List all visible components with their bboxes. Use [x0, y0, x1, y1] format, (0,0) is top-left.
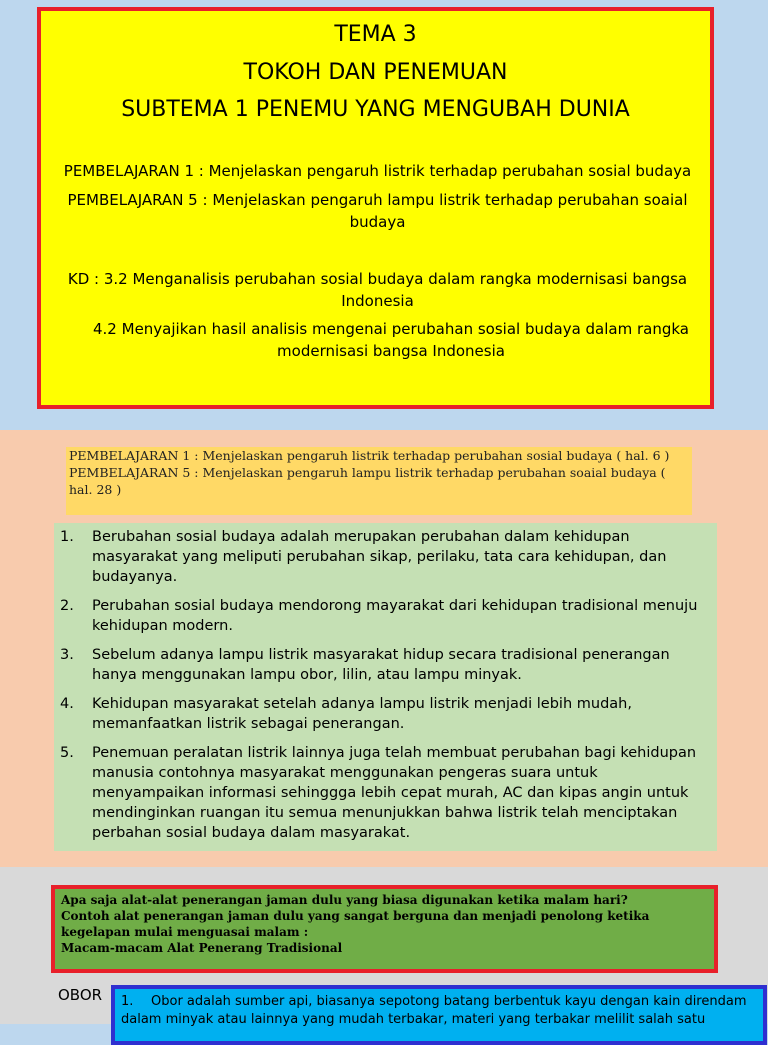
list-item	[60, 645, 709, 685]
list-number: 5.	[60, 745, 74, 761]
points-box	[54, 523, 717, 851]
list-text: Perubahan sosial budaya mendorong mayarakat dari kehidupan tradisional menuju kehidupan modern.	[92, 598, 698, 634]
list-number: 2.	[60, 598, 74, 614]
list-number: 1.	[60, 529, 74, 545]
pembelajaran-1-text: PEMBELAJARAN 1 : Menjelaskan pengaruh listrik terhadap perubahan sosial budaya	[63, 162, 692, 180]
pembelajaran-box	[66, 447, 692, 515]
tema-heading: TEMA 3	[334, 22, 417, 47]
title-box	[37, 7, 714, 409]
obor-box	[111, 985, 767, 1045]
subtema-heading: SUBTEMA 1 PENEMU YANG MENGUBAH DUNIA	[121, 97, 630, 122]
obor-text: Obor adalah sumber api, biasanya sepotong batang berbentuk kayu dengan kain direndam dalam minyak atau lainnya yang mudah terbakar, materi yang terbakar melilit salah satu	[121, 994, 747, 1027]
list-item	[60, 743, 709, 843]
pembelajaran-line-1: PEMBELAJARAN 1 : Menjelaskan pengaruh listrik terhadap perubahan sosial budaya ( hal. 6 )	[69, 448, 670, 463]
list-number: 3.	[60, 647, 74, 663]
list-item	[60, 596, 709, 636]
list-text: Berubahan sosial budaya adalah merupakan perubahan dalam kehidupan masyarakat yang meliputi perubahan sikap, perilaku, tata cara kehidupan, dan budayanya.	[92, 529, 667, 585]
list-text: Penemuan peralatan listrik lainnya juga telah membuat perubahan bagi kehidupan manusia contohnya masyarakat menggunakan pengeras suara untuk menyampaikan informasi sehinggga lebih cepat murah, AC dan kipas angin untuk mendinginkan ruangan itu semua menunjukkan bahwa listrik telah menciptakan perbahan sosial budaya dalam masyarakat.	[92, 745, 697, 841]
kd-4-2-text: 4.2 Menyajikan hasil analisis mengenai perubahan sosial budaya dalam rangka modernisasi bangsa Indonesia	[93, 320, 689, 360]
list-item	[60, 527, 709, 587]
obor-number: 1.	[121, 994, 134, 1009]
question-line-1: Apa saja alat-alat penerangan jaman dulu yang biasa digunakan ketika malam hari?	[61, 893, 628, 907]
pembelajaran-5-text: PEMBELAJARAN 5 : Menjelaskan pengaruh lampu listrik terhadap perubahan soaial budaya	[67, 191, 688, 231]
pembelajaran-line-2: PEMBELAJARAN 5 : Menjelaskan pengaruh lampu listrik terhadap perubahan soaial budaya ( hal. 28 )	[69, 465, 666, 497]
list-text: Sebelum adanya lampu listrik masyarakat hidup secara tradisional penerangan hanya menggunakan lampu obor, lilin, atau lampu minyak.	[92, 647, 670, 683]
list-number: 4.	[60, 696, 74, 712]
question-box	[51, 885, 718, 973]
points-list	[60, 527, 709, 843]
question-line-2: Contoh alat penerangan jaman dulu yang sangat berguna dan menjadi penolong ketika kegelapan mulai menguasai malam :	[61, 909, 650, 939]
question-line-3: Macam-macam Alat Penerang Tradisional	[61, 941, 343, 955]
kd-3-2-text: KD : 3.2 Menganalisis perubahan sosial budaya dalam rangka modernisasi bangsa Indonesia	[67, 270, 688, 310]
list-text: Kehidupan masyarakat setelah adanya lampu listrik menjadi lebih mudah, memanfaatkan listrik sebagai penerangan.	[92, 696, 632, 732]
list-item	[60, 694, 709, 734]
obor-label: OBOR	[58, 986, 103, 1004]
tokoh-heading: TOKOH DAN PENEMUAN	[243, 60, 508, 85]
